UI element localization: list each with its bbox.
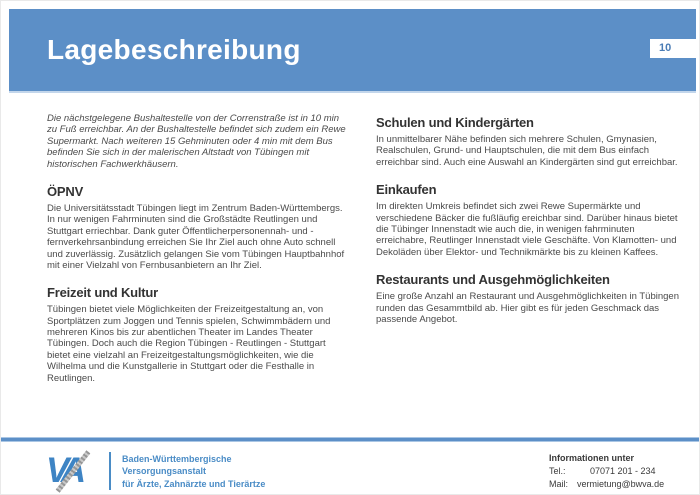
- section-body-restaurants: Eine große Anzahl an Restaurant und Ausgehmöglichkeiten in Tübingen runden das Gesammtbild ab. Hier gibt es für jeden Geschmack das passende Angebot.: [376, 291, 679, 325]
- intro-paragraph: Die nächstgelegene Bushaltestelle von der Correnstraße ist in 10 min zu Fuß erreichbar. An der Bushaltestelle befindet sich zudem ein Rewe Supermarkt. Nach weiteren 15 Gehminuten oder 4 min mit dem Bus befinden Sie sich in der malerischen Altstadt von Tübingen mit historischen Fachwerkhäusern.: [47, 113, 346, 170]
- footer-divider: [1, 437, 699, 442]
- footer-branding: [46, 452, 265, 490]
- section-body-einkaufen: Im direkten Umkreis befindet sich zwei Rewe Supermärkte und verschiedene Bäcker die fußläufig ereichbar sind. Darüber hinaus bietet die Tübinger Innenstadt wie auch die, in wenigen fahrminuten erreichabre, Reutlinger Innenstadt viele Geschäfte. Von Klamotten- und Dekoläden über Elektor- und Technikmärkte bis zu kleinen Kaffees.: [376, 201, 678, 258]
- tel-label: Tel.:: [549, 466, 566, 477]
- left-column: [47, 113, 346, 393]
- page-title: Lagebeschreibung: [47, 34, 301, 65]
- org-line-3: für Ärzte, Zahnärzte und Tierärtze: [122, 478, 266, 489]
- contact-tel-row: [549, 465, 677, 478]
- org-line-1: Baden-Württembergische: [122, 454, 232, 465]
- org-line-2: Versorgungsanstalt: [122, 466, 207, 477]
- section-heading-oepnv: ÖPNV: [47, 183, 84, 199]
- section-heading-schulen-und-kindergaerten: Schulen und Kindergärten: [376, 115, 534, 130]
- contact-info: [549, 452, 677, 491]
- organization-name: [122, 452, 265, 489]
- bwva-logo: [46, 452, 98, 490]
- section-heading-einkaufen: Einkaufen: [376, 182, 437, 198]
- section-body-oepnv: Die Universitätsstadt Tübingen liegt im Zentrum Baden-Württembergs. In nur wenigen Fahrminuten sind die Großstädte Reutlingen und Stuttgart erriechbar. Dank guter Öffentlicherpersonennah- und -fernverkehrsanbindung erreichen Sie Ihr Ziel auch ohne Auto schnell und zuverlässig. Zusätzlich gelangen Sie vom Tübingen Hauptbahnhof mit einer Vielzahl von Fernbusanbietern an Ihr Ziel.: [47, 202, 345, 271]
- footer-vertical-divider: [109, 452, 111, 490]
- section-heading-restaurants: Restaurants und Ausgehmöglichkeiten: [376, 272, 610, 288]
- section-heading-freizeit-und-kultur: Freizeit und Kultur: [47, 285, 159, 301]
- page-number-badge: 10: [650, 39, 696, 58]
- page-footer: [46, 452, 677, 494]
- section-body-schulen-und-kindergaerten: In unmittelbarer Nähe befinden sich mehrere Schulen, Gmynasien, Realschulen, Grund- und Hauptschulen, die mit dem Bus einfach erreichbar sind. Auch eine Auswahl an Kindergärten sind gut erreichbar.: [376, 134, 678, 168]
- contact-mail-row: [549, 478, 677, 491]
- section-body-freizeit-und-kultur: Tübingen bietet viele Möglichkeiten der Freizeitgestaltung an, von Sportplätzen zum Joggen und Tennis spielen, Schwimmbädern und mehreren Kinos bis zur abentlichen Theater im Landes Theater Tübingen. Doch auch die Region Tübingen - Reutlingen - Stuttgart bietet eine vielzahl an Freizeitgestaltungsmöglichkeiten, wie die Wilhelma und die Kunstgallerie in Stuttgart oder die Festhalle in Reutlingen.: [47, 304, 331, 384]
- right-column: [376, 113, 679, 334]
- tel-value: 07071 201 - 234: [590, 466, 656, 477]
- mail-label: Mail:: [549, 479, 569, 490]
- bwva-logo-text: VA: [46, 451, 81, 490]
- page-header: [9, 9, 696, 93]
- contact-info-heading: Informationen unter: [549, 453, 634, 463]
- mail-value: vermietung@bwva.de: [577, 479, 665, 490]
